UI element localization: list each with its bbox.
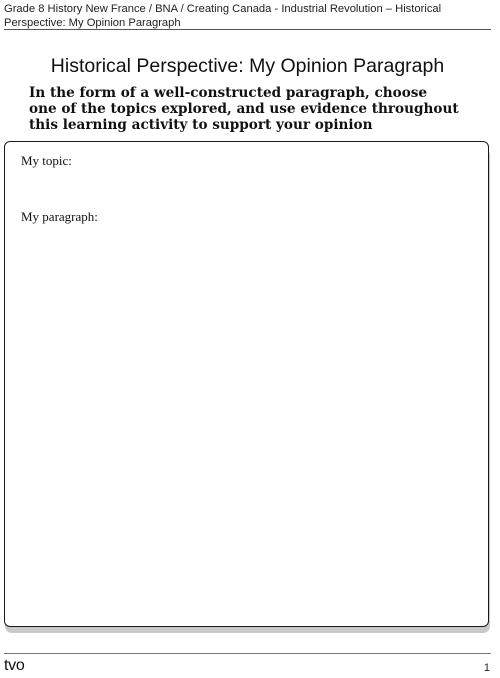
page-title: Historical Perspective: My Opinion Paragraph	[50, 55, 445, 77]
topic-label: My topic:	[21, 153, 72, 168]
answer-box[interactable]	[4, 141, 489, 627]
header-breadcrumb: Grade 8 History New France / BNA / Creating Canada - Industrial Revolution – Historical Perspective: My Opinion Paragraph	[4, 3, 442, 29]
footer-divider	[4, 653, 491, 654]
header-divider	[4, 29, 491, 30]
instructions-text: In the form of a well-constructed paragraph, choose one of the topics explored, and use evidence throughout this learning activity to support your opinion	[29, 85, 459, 133]
page-number: 1	[483, 662, 490, 674]
paragraph-label: My paragraph:	[21, 209, 98, 224]
tvo-logo: tvo	[4, 657, 25, 674]
